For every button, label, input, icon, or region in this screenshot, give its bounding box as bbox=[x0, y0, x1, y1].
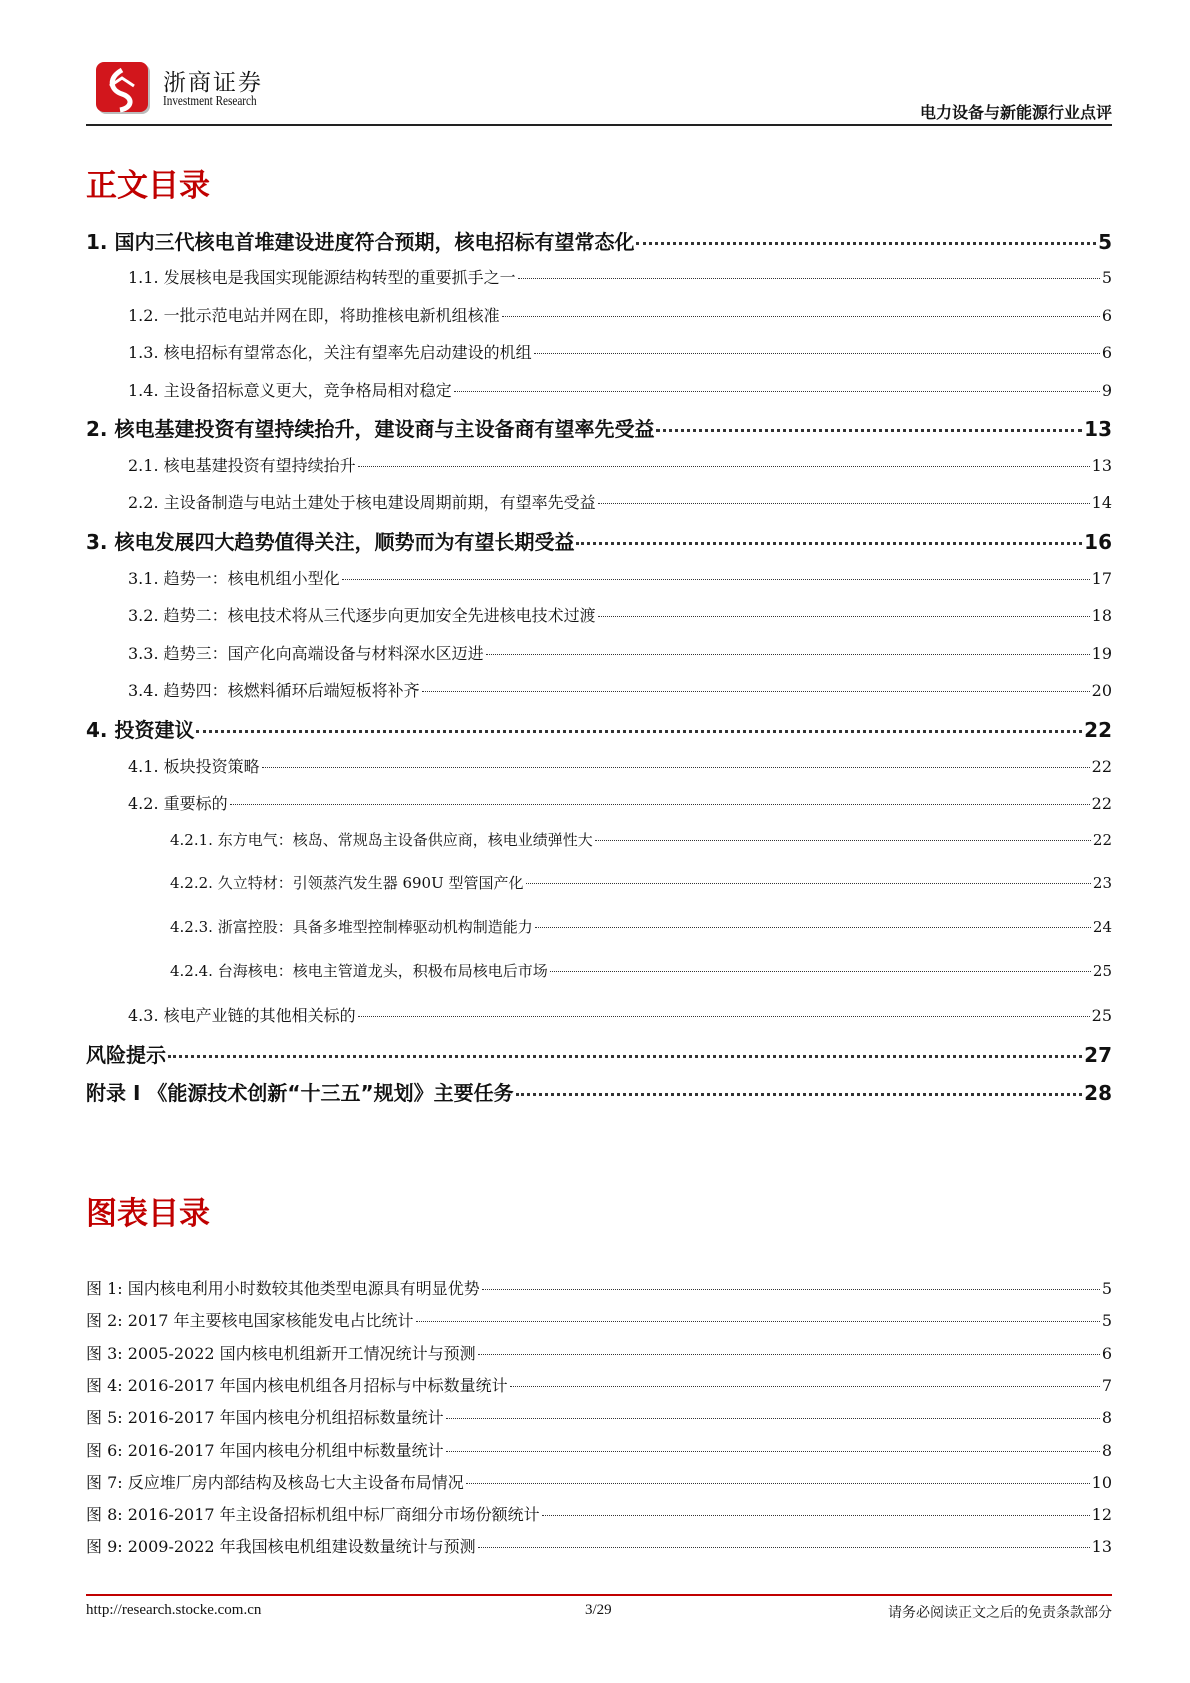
entry-label: 图 6: 2016-2017 年国内核电分机组中标数量统计 bbox=[86, 1440, 444, 1460]
toc-entry[interactable] bbox=[128, 641, 1112, 664]
toc-entry[interactable] bbox=[86, 714, 1112, 743]
toc-entry[interactable] bbox=[128, 678, 1112, 701]
dot-leader bbox=[168, 1055, 1082, 1058]
logo-text-cn: 浙商证券 bbox=[163, 70, 263, 96]
figure-entry[interactable] bbox=[86, 1470, 1112, 1493]
dot-leader bbox=[576, 542, 1082, 545]
entry-page: 14 bbox=[1091, 493, 1112, 512]
entry-label: 4. 投资建议 bbox=[86, 718, 195, 742]
entry-label: 风险提示 bbox=[86, 1043, 166, 1067]
dot-leader bbox=[358, 466, 1090, 467]
entry-page: 22 bbox=[1084, 718, 1112, 742]
entry-label: 4.2.3. 浙富控股：具备多堆型控制棒驱动机构制造能力 bbox=[170, 918, 533, 936]
entry-label: 3.4. 趋势四：核燃料循环后端短板将补齐 bbox=[128, 681, 420, 700]
entry-label: 图 5: 2016-2017 年国内核电分机组招标数量统计 bbox=[86, 1408, 444, 1428]
dot-leader bbox=[422, 691, 1090, 692]
entry-page: 22 bbox=[1091, 794, 1112, 813]
toc-entry[interactable] bbox=[128, 378, 1112, 401]
entry-label: 2.2. 主设备制造与电站土建处于核电建设周期前期，有望率先受益 bbox=[128, 493, 596, 512]
footer-disclaimer: 请务必阅读正文之后的免责条款部分 bbox=[888, 1605, 1112, 1621]
dot-leader bbox=[502, 316, 1100, 317]
toc-entry[interactable] bbox=[128, 265, 1112, 288]
company-logo-icon bbox=[94, 60, 154, 118]
entry-label: 3.2. 趋势二：核电技术将从三代逐步向更加安全先进核电技术过渡 bbox=[128, 606, 596, 625]
dot-leader bbox=[598, 616, 1090, 617]
entry-label: 图 3: 2005-2022 国内核电机组新开工情况统计与预测 bbox=[86, 1343, 476, 1363]
entry-page: 5 bbox=[1098, 230, 1112, 254]
toc-entry[interactable] bbox=[128, 490, 1112, 513]
entry-label: 2. 核电基建投资有望持续抬升，建设商与主设备商有望率先受益 bbox=[86, 417, 655, 441]
entry-label: 3.3. 趋势三：国产化向高端设备与材料深水区迈进 bbox=[128, 644, 484, 663]
dot-leader bbox=[516, 1093, 1083, 1096]
entry-page: 27 bbox=[1084, 1043, 1112, 1067]
figure-entry[interactable] bbox=[86, 1405, 1112, 1428]
dot-leader bbox=[478, 1547, 1090, 1548]
entry-label: 4.2.4. 台海核电：核电主管道龙头，积极布局核电后市场 bbox=[170, 962, 548, 980]
dot-leader bbox=[230, 804, 1090, 805]
toc-entry[interactable] bbox=[170, 916, 1112, 937]
dot-leader bbox=[656, 429, 1082, 432]
figure-entry[interactable] bbox=[86, 1373, 1112, 1396]
dot-leader bbox=[510, 1386, 1100, 1387]
toc-entry[interactable] bbox=[86, 526, 1112, 555]
entry-label: 图 2: 2017 年主要核电国家核能发电占比统计 bbox=[86, 1311, 414, 1331]
dot-leader bbox=[358, 1016, 1090, 1017]
entry-page: 25 bbox=[1092, 962, 1112, 980]
entry-label: 1. 国内三代核电首堆建设进度符合预期，核电招标有望常态化 bbox=[86, 230, 635, 254]
entry-page: 24 bbox=[1092, 918, 1112, 936]
logo-text-en: Investment Research bbox=[163, 94, 257, 109]
entry-label: 4.2. 重要标的 bbox=[128, 794, 228, 813]
toc-entry[interactable] bbox=[86, 1039, 1112, 1068]
entry-page: 22 bbox=[1092, 831, 1112, 849]
dot-leader bbox=[486, 654, 1090, 655]
entry-page: 6 bbox=[1101, 343, 1112, 362]
dot-leader bbox=[466, 1483, 1090, 1484]
entry-page: 22 bbox=[1091, 757, 1112, 776]
figures-title: 图表目录 bbox=[86, 1196, 210, 1232]
entry-page: 17 bbox=[1091, 569, 1112, 588]
header-divider bbox=[86, 124, 1112, 126]
entry-label: 图 9: 2009-2022 年我国核电机组建设数量统计与预测 bbox=[86, 1537, 476, 1557]
entry-page: 7 bbox=[1101, 1375, 1112, 1395]
dot-leader bbox=[518, 278, 1100, 279]
dot-leader bbox=[454, 391, 1100, 392]
page-number: 3/29 bbox=[585, 1602, 612, 1618]
entry-page: 18 bbox=[1091, 606, 1112, 625]
entry-page: 23 bbox=[1092, 874, 1112, 892]
entry-label: 1.1. 发展核电是我国实现能源结构转型的重要抓手之一 bbox=[128, 268, 516, 287]
toc-entry[interactable] bbox=[128, 340, 1112, 363]
entry-page: 6 bbox=[1101, 306, 1112, 325]
entry-label: 2.1. 核电基建投资有望持续抬升 bbox=[128, 456, 356, 475]
entry-label: 图 8: 2016-2017 年主设备招标机组中标厂商细分市场份额统计 bbox=[86, 1505, 540, 1525]
entry-label: 1.4. 主设备招标意义更大，竞争格局相对稳定 bbox=[128, 381, 452, 400]
entry-page: 5 bbox=[1101, 268, 1112, 287]
dot-leader bbox=[342, 579, 1090, 580]
entry-label: 附录 I 《能源技术创新“十三五”规划》主要任务 bbox=[86, 1081, 514, 1105]
dot-leader bbox=[446, 1418, 1100, 1419]
entry-label: 3. 核电发展四大趋势值得关注，顺势而为有望长期受益 bbox=[86, 530, 575, 554]
dot-leader bbox=[478, 1354, 1100, 1355]
dot-leader bbox=[542, 1515, 1090, 1516]
entry-page: 28 bbox=[1084, 1081, 1112, 1105]
dot-leader bbox=[482, 1289, 1100, 1290]
figure-entry[interactable] bbox=[86, 1308, 1112, 1331]
entry-page: 19 bbox=[1091, 644, 1112, 663]
entry-label: 1.3. 核电招标有望常态化，关注有望率先启动建设的机组 bbox=[128, 343, 532, 362]
toc-entry[interactable] bbox=[170, 829, 1112, 850]
entry-label: 4.1. 板块投资策略 bbox=[128, 757, 260, 776]
entry-page: 5 bbox=[1101, 1279, 1112, 1298]
dot-leader bbox=[526, 883, 1091, 884]
toc-entry[interactable] bbox=[170, 872, 1112, 893]
footer-divider bbox=[86, 1594, 1112, 1596]
figure-entry[interactable] bbox=[86, 1502, 1112, 1525]
entry-label: 图 1: 国内核电利用小时数较其他类型电源具有明显优势 bbox=[86, 1279, 480, 1298]
dot-leader bbox=[535, 927, 1091, 928]
entry-page: 8 bbox=[1101, 1440, 1112, 1460]
entry-page: 10 bbox=[1091, 1472, 1112, 1492]
toc-entry[interactable] bbox=[128, 453, 1112, 476]
report-type: 电力设备与新能源行业点评 bbox=[919, 103, 1112, 122]
entry-page: 16 bbox=[1084, 530, 1112, 554]
entry-page: 13 bbox=[1091, 456, 1112, 475]
entry-page: 13 bbox=[1091, 1537, 1112, 1557]
entry-label: 图 4: 2016-2017 年国内核电机组各月招标与中标数量统计 bbox=[86, 1375, 508, 1395]
entry-label: 4.3. 核电产业链的其他相关标的 bbox=[128, 1006, 356, 1025]
dot-leader bbox=[446, 1451, 1100, 1452]
entry-label: 1.2. 一批示范电站并网在即，将助推核电新机组核准 bbox=[128, 306, 500, 325]
entry-page: 9 bbox=[1101, 381, 1112, 400]
entry-label: 图 7: 反应堆厂房内部结构及核岛七大主设备布局情况 bbox=[86, 1472, 464, 1492]
entry-page: 25 bbox=[1091, 1006, 1112, 1025]
dot-leader bbox=[534, 353, 1100, 354]
dot-leader bbox=[416, 1321, 1100, 1322]
dot-leader bbox=[196, 730, 1082, 733]
dot-leader bbox=[595, 840, 1091, 841]
entry-label: 4.2.2. 久立特材：引领蒸汽发生器 690U 型管国产化 bbox=[170, 874, 524, 892]
toc-title: 正文目录 bbox=[86, 168, 210, 204]
toc-entry[interactable] bbox=[128, 791, 1112, 814]
entry-page: 6 bbox=[1101, 1343, 1112, 1363]
figure-entry[interactable] bbox=[86, 1438, 1112, 1461]
entry-label: 3.1. 趋势一：核电机组小型化 bbox=[128, 569, 340, 588]
entry-page: 13 bbox=[1084, 417, 1112, 441]
toc-entry[interactable] bbox=[128, 303, 1112, 326]
toc-entry[interactable] bbox=[128, 1003, 1112, 1026]
toc-entry[interactable] bbox=[86, 226, 1112, 255]
entry-page: 12 bbox=[1091, 1505, 1112, 1525]
toc-entry[interactable] bbox=[128, 754, 1112, 777]
figure-entry[interactable] bbox=[86, 1276, 1112, 1299]
toc-entry[interactable] bbox=[128, 603, 1112, 626]
entry-page: 8 bbox=[1101, 1408, 1112, 1428]
figure-entry[interactable] bbox=[86, 1534, 1112, 1557]
footer-url[interactable]: http://research.stocke.com.cn bbox=[86, 1602, 262, 1618]
entry-page: 20 bbox=[1091, 681, 1112, 700]
toc-entry[interactable] bbox=[128, 566, 1112, 589]
dot-leader bbox=[550, 971, 1091, 972]
dot-leader bbox=[598, 503, 1090, 504]
entry-page: 5 bbox=[1101, 1311, 1112, 1331]
toc-entry[interactable] bbox=[170, 960, 1112, 981]
toc-entry[interactable] bbox=[86, 1077, 1112, 1106]
entry-label: 4.2.1. 东方电气：核岛、常规岛主设备供应商，核电业绩弹性大 bbox=[170, 831, 593, 849]
toc-entry[interactable] bbox=[86, 413, 1112, 442]
dot-leader bbox=[636, 242, 1096, 245]
figure-entry[interactable] bbox=[86, 1341, 1112, 1364]
dot-leader bbox=[262, 767, 1090, 768]
